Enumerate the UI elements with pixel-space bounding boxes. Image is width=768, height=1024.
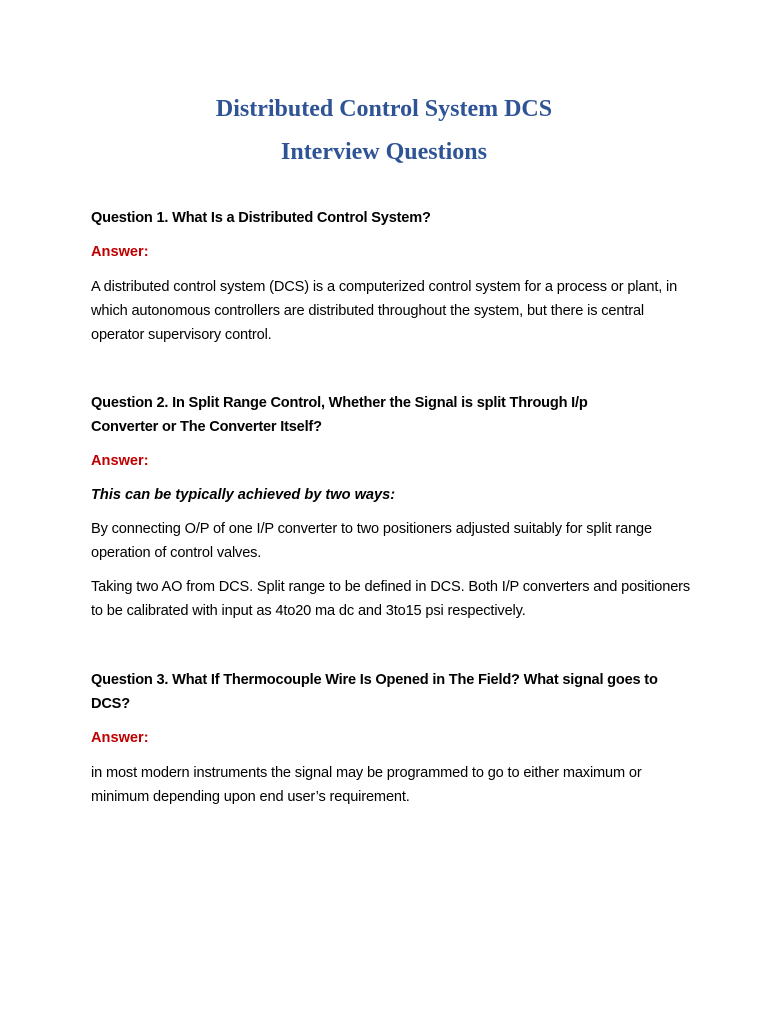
question-2-answer-label: Answer: xyxy=(91,453,149,469)
page-title: Distributed Control System DCS xyxy=(215,96,553,122)
question-2-subheading: This can be typically achieved by two ways: xyxy=(91,487,396,503)
question-3-answer-text: in most modern instruments the signal may be programmed to go to either maximum or minimum depending upon end user’s requirement. xyxy=(91,765,642,805)
question-1-answer-text: A distributed control system (DCS) is a computerized control system for a process or plant, in which autonomous controllers are distributed throughout the system, but there is central operator supervisory control. xyxy=(91,279,678,343)
question-3-answer-label: Answer: xyxy=(91,730,149,746)
question-1-heading: Question 1. What Is a Distributed Control System? xyxy=(91,210,431,226)
question-1-answer-label: Answer: xyxy=(91,244,149,260)
question-2-heading: Question 2. In Split Range Control, Whether the Signal is split Through I/p Converter or The Converter Itself? xyxy=(91,395,588,435)
question-3-heading: Question 3. What If Thermocouple Wire Is Opened in The Field? What signal goes to DCS? xyxy=(91,672,658,712)
question-2-answer-paragraph-1: By connecting O/P of one I/P converter to two positioners adjusted suitably for split range operation of control valves. xyxy=(91,521,652,561)
page-subtitle: Interview Questions xyxy=(281,139,487,165)
question-2-answer-paragraph-2: Taking two AO from DCS. Split range to be defined in DCS. Both I/P converters and positioners to be calibrated with input as 4to20 ma dc and 3to15 psi respectively. xyxy=(91,579,691,619)
